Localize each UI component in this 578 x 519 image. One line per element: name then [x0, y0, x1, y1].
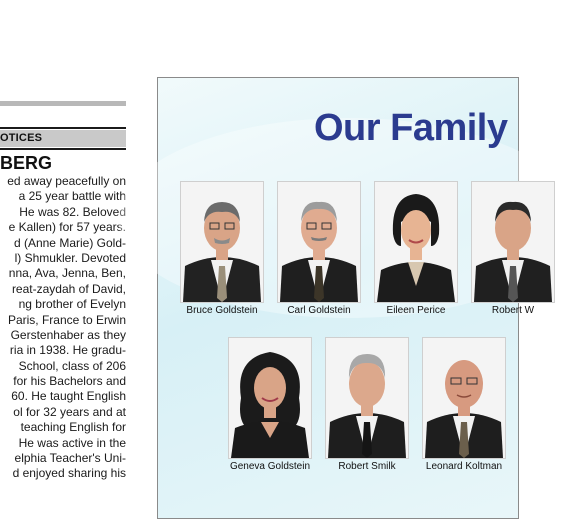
obituary-line: ria in 1938. He gradu- [9, 343, 126, 358]
obituary-text [0, 174, 126, 482]
obituary-line: He was active in the [18, 435, 126, 450]
obituary-line: ol for 32 years and at [13, 404, 126, 419]
obituary-line: Paris, France to Erwin [7, 312, 126, 327]
portrait-caption: Robert W [491, 305, 535, 316]
family-ad-panel [157, 77, 535, 519]
top-gray-rule [0, 101, 126, 106]
obituary-line: d enjoyed sharing his [12, 466, 126, 481]
obituary-line: l) Shmukler. Devoted [14, 250, 126, 265]
section-rule-top [0, 127, 126, 129]
portrait-caption: Carl Goldstein [287, 305, 351, 316]
portrait-photo [180, 181, 264, 303]
obituary-line: 60. He taught English [11, 389, 126, 404]
obituary-line: a 25 year battle with [18, 189, 126, 204]
obituary-line: elphia Teacher's Uni- [14, 451, 126, 466]
portrait-photo [471, 181, 555, 303]
portrait-caption: Eileen Perice [386, 305, 446, 316]
portrait-caption: Bruce Goldstein [186, 305, 258, 316]
portrait-photo [325, 337, 409, 459]
obituary-name: BERG [0, 153, 53, 173]
obituary-line: ed away peacefully on [7, 174, 126, 188]
portrait-photo [374, 181, 458, 303]
obituary-line: teaching English for [20, 420, 126, 435]
portrait-caption: Robert Smilk [338, 461, 396, 472]
obituary-line: ng brother of Evelyn [18, 297, 126, 312]
obituary-line: e Kallen) for 57 years. [8, 220, 126, 235]
ad-title: Our Family [314, 107, 508, 149]
portrait-photo [228, 337, 312, 459]
portrait-caption: Geneva Goldstein [229, 461, 311, 472]
section-rule-bottom [0, 148, 126, 150]
obituary-line: He was 82. Beloved [19, 204, 126, 219]
obituary-line: Gerstenhaber as they [10, 327, 126, 342]
portrait-photo [422, 337, 506, 459]
portrait-photo [277, 181, 361, 303]
obituary-line: School, class of 206 [18, 358, 126, 373]
section-header: OTICES [0, 130, 126, 147]
obituary-line: for his Bachelors and [13, 374, 126, 389]
obituary-line: nna, Ava, Jenna, Ben, [8, 266, 126, 281]
obituary-line: reat-zaydah of David, [11, 281, 126, 296]
obituary-line: d (Anne Marie) Gold- [13, 235, 126, 250]
portrait-caption: Leonard Koltman [425, 461, 503, 472]
newspaper-column [0, 0, 128, 512]
